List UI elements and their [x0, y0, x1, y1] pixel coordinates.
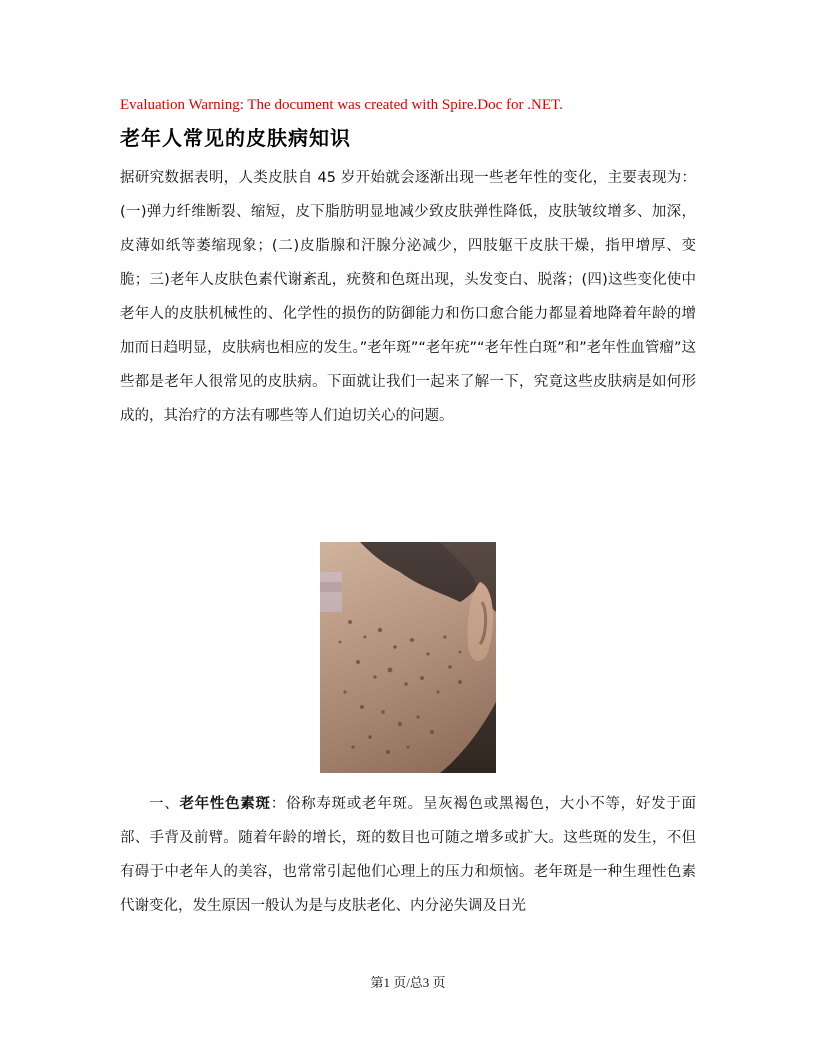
document-title: 老年人常见的皮肤病知识 [120, 126, 351, 150]
skin-photo [320, 542, 496, 773]
section-1-body: ：俗称寿斑或老年斑。呈灰褐色或黑褐色，大小不等，好发于面部、手背及前臂。随着年龄的增长，斑的数目也可随之增多或扩大。这些斑的发生，不但有碍于中老年人的美容，也常常引起他们心理上的压力和烦恼。老年斑是一种生理性色素代谢变化，发生原因一般认为是与皮肤老化、内分泌失调及日光 [120, 796, 697, 914]
aged-skin-back-image [320, 542, 496, 773]
evaluation-warning: Evaluation Warning: The document was created with Spire.Doc for .NET. [120, 97, 563, 113]
section-1-paragraph [120, 787, 696, 923]
page-footer: 第1 页/总3 页 [370, 975, 446, 990]
section-1-prefix: 一、 [149, 796, 180, 812]
intro-paragraph: 据研究数据表明，人类皮肤自 45 岁开始就会逐渐出现一些老年性的变化，主要表现为：(一)弹力纤维断裂、缩短，皮下脂肪明显地减少致皮肤弹性降低，皮肤皱纹增多、加深，皮薄如纸等萎缩现象；(二)皮脂腺和汗腺分泌减少，四肢躯干皮肤干燥，指甲增厚、变脆；三)老年人皮肤色素代谢紊乱，疣赘和色斑出现，头发变白、脱落；(四)这些变化使中老年人的皮肤机械性的、化学性的损伤的防御能力和伤口愈合能力都显着地降着年龄的增加而日趋明显，皮肤病也相应的发生。”老年斑”“老年疣”“老年性白斑”和”老年性血管瘤”这些都是老年人很常见的皮肤病。下面就让我们一起来了解一下，究竟这些皮肤病是如何形成的，其治疗的方法有哪些等人们迫切关心的问题。 [120, 170, 696, 424]
section-1-heading: 老年性色素斑 [179, 796, 271, 812]
